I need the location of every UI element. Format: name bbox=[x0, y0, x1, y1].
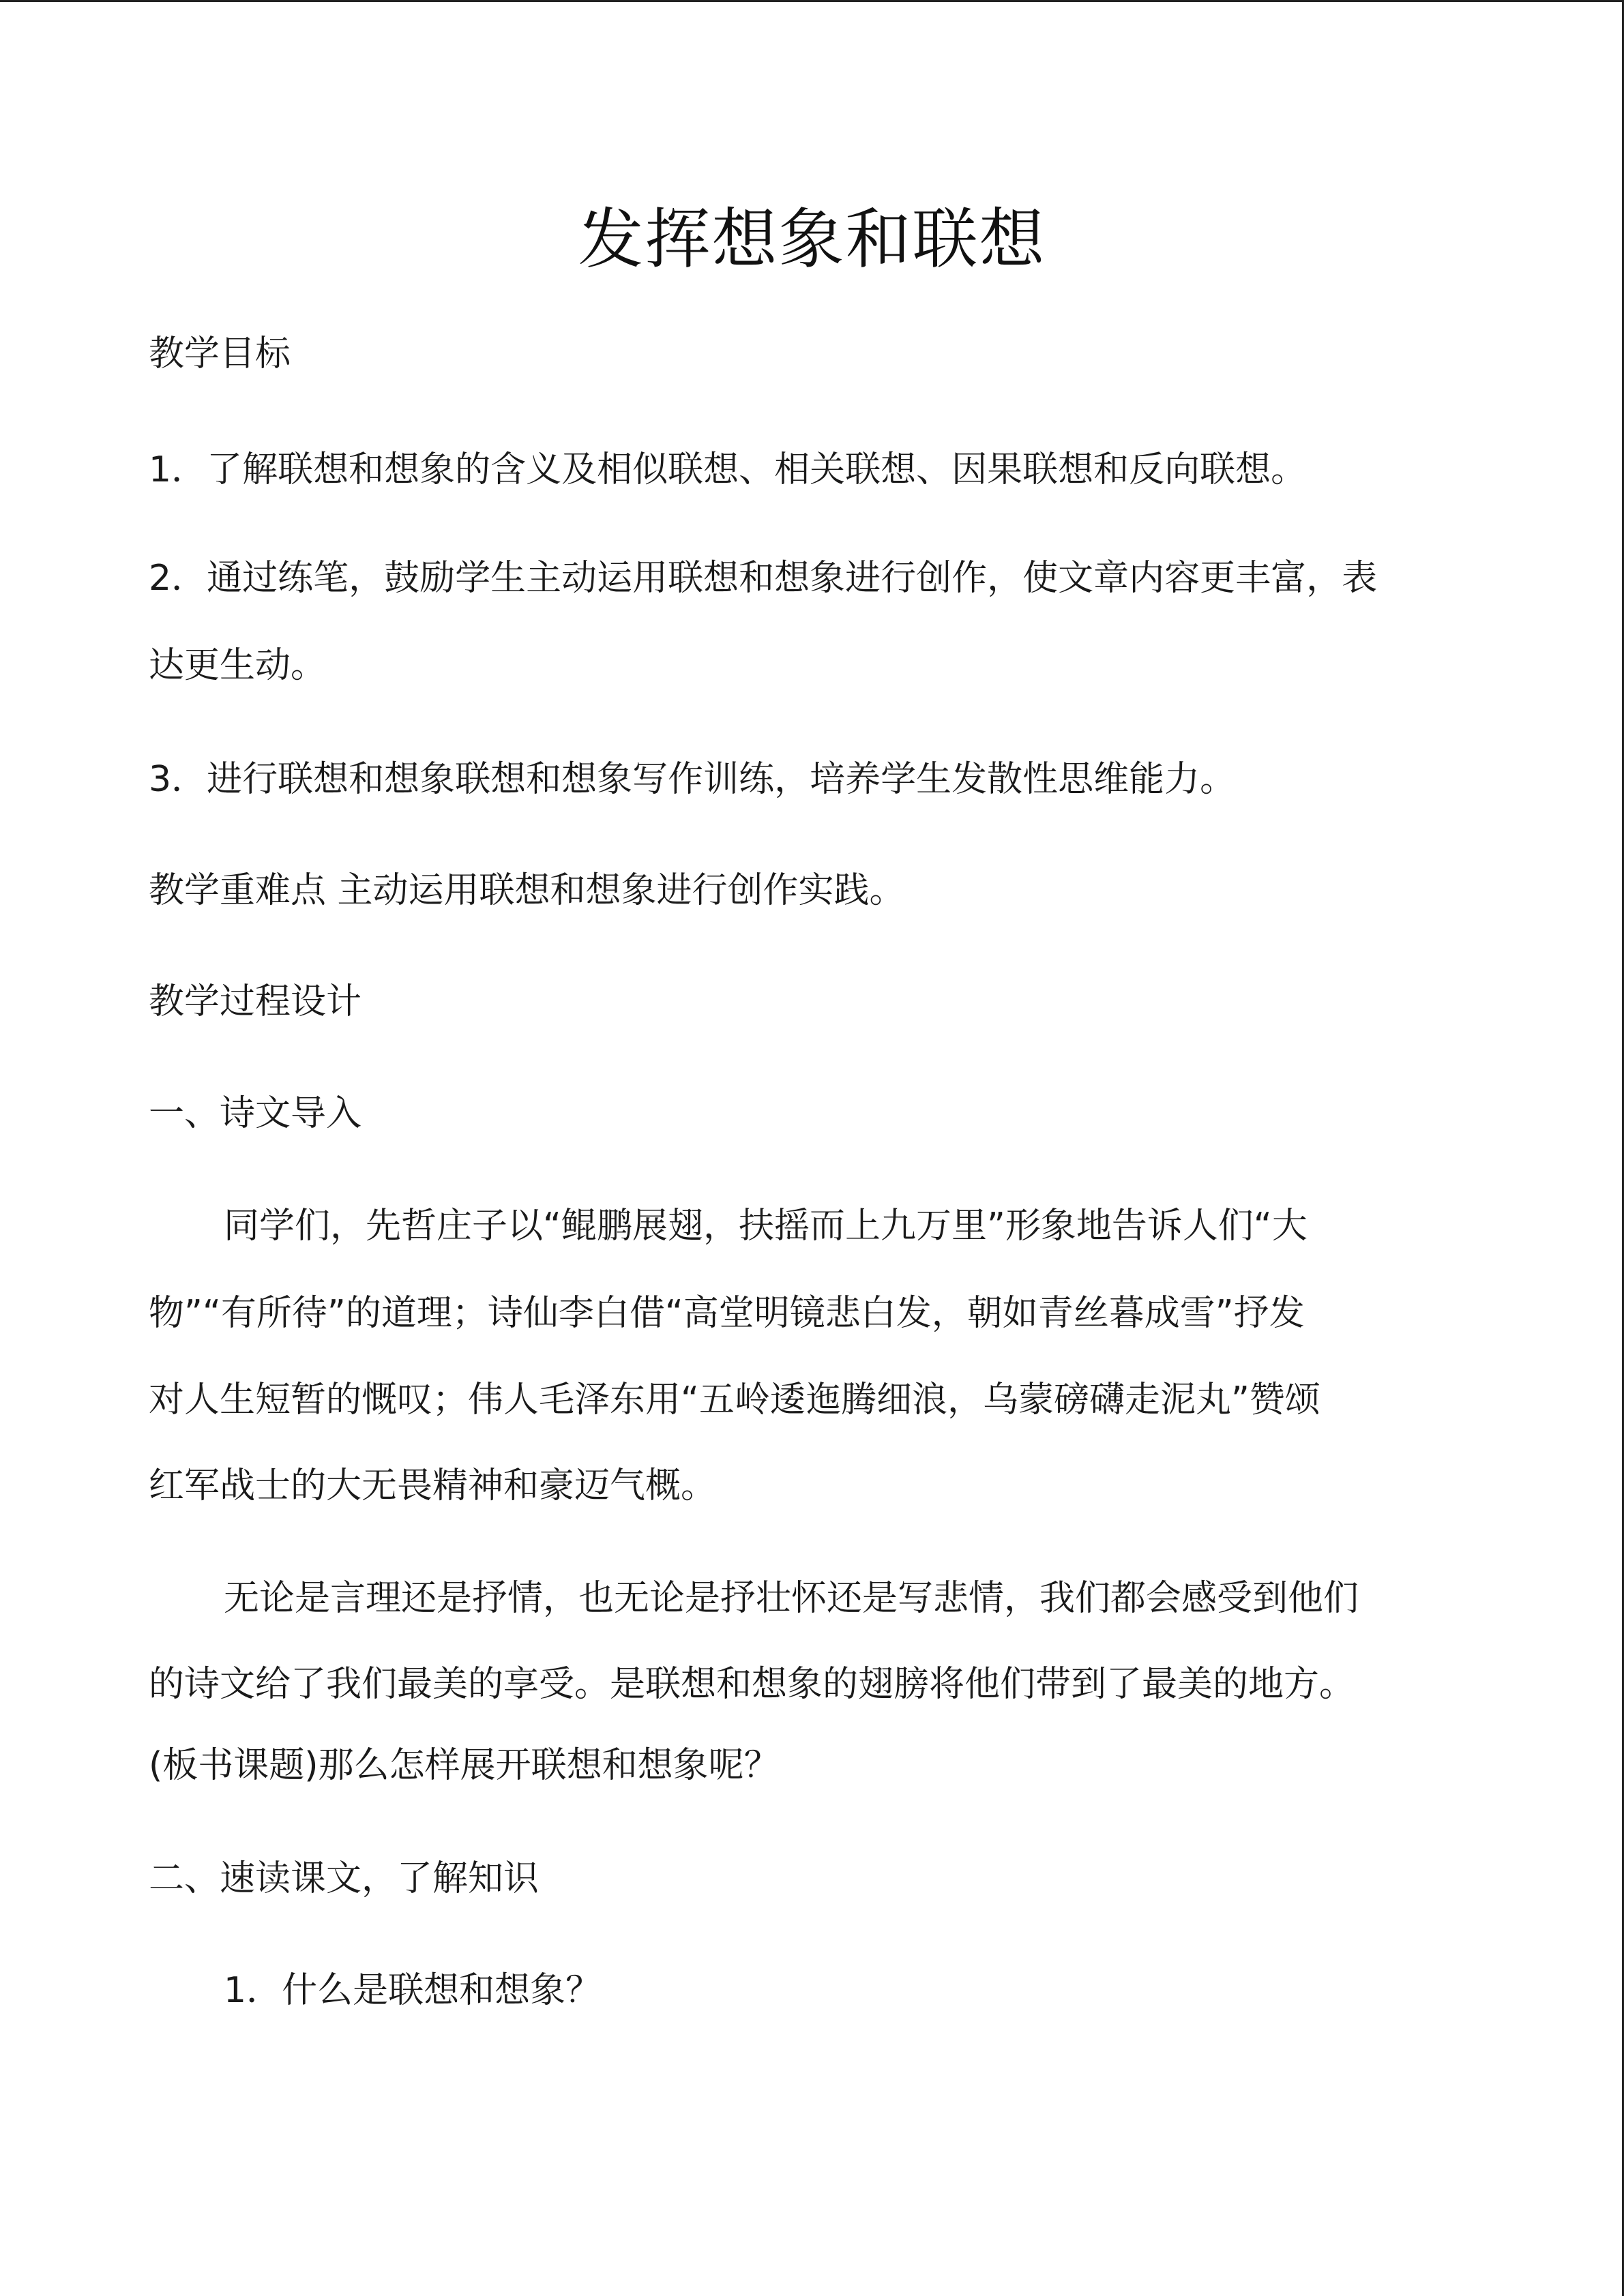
objective-item-2-continued: 达更生动。 bbox=[149, 645, 327, 686]
objective-item-2: 2．通过练笔，鼓励学生主动运用联想和想象进行创作，使文章内容更丰富，表 bbox=[149, 558, 1378, 599]
paragraph-1-line-2: 物”“有所待”的道理；诗仙李白借“高堂明镜悲白发，朝如青丝暮成雪”抒发 bbox=[149, 1293, 1305, 1334]
key-difficulty-line: 教学重难点 主动运用联想和想象进行创作实践。 bbox=[149, 870, 905, 911]
paragraph-1-line-3: 对人生短暂的慨叹；伟人毛泽东用“五岭逶迤腾细浪，乌蒙磅礴走泥丸”赞颂 bbox=[149, 1380, 1320, 1420]
page-title: 发挥想象和联想 bbox=[578, 201, 1046, 278]
objective-item-1: 1．了解联想和想象的含义及相似联想、相关联想、因果联想和反向联想。 bbox=[149, 449, 1307, 490]
paragraph-1-line-4: 红军战士的大无畏精神和豪迈气概。 bbox=[149, 1465, 717, 1506]
paragraph-2-line-1: 无论是言理还是抒情，也无论是抒壮怀还是写悲情，我们都会感受到他们 bbox=[224, 1578, 1359, 1619]
paragraph-1-line-1: 同学们，先哲庄子以“鲲鹏展翅，扶摇而上九万里”形象地告诉人们“大 bbox=[224, 1206, 1308, 1247]
paragraph-2-line-3: (板书课题)那么怎样展开联想和想象呢？ bbox=[149, 1745, 780, 1786]
section-heading-objectives: 教学目标 bbox=[149, 333, 291, 374]
question-item-1: 1．什么是联想和想象？ bbox=[224, 1970, 602, 2011]
objective-item-3: 3．进行联想和想象联想和想象写作训练，培养学生发散性思维能力。 bbox=[149, 759, 1236, 800]
paragraph-2-line-2: 的诗文给了我们最美的享受。是联想和想象的翅膀将他们带到了最美的地方。 bbox=[149, 1664, 1355, 1705]
section-heading-reading: 二、速读课文，了解知识 bbox=[149, 1858, 540, 1899]
section-heading-intro: 一、诗文导入 bbox=[149, 1093, 362, 1134]
section-heading-process: 教学过程设计 bbox=[149, 981, 362, 1022]
